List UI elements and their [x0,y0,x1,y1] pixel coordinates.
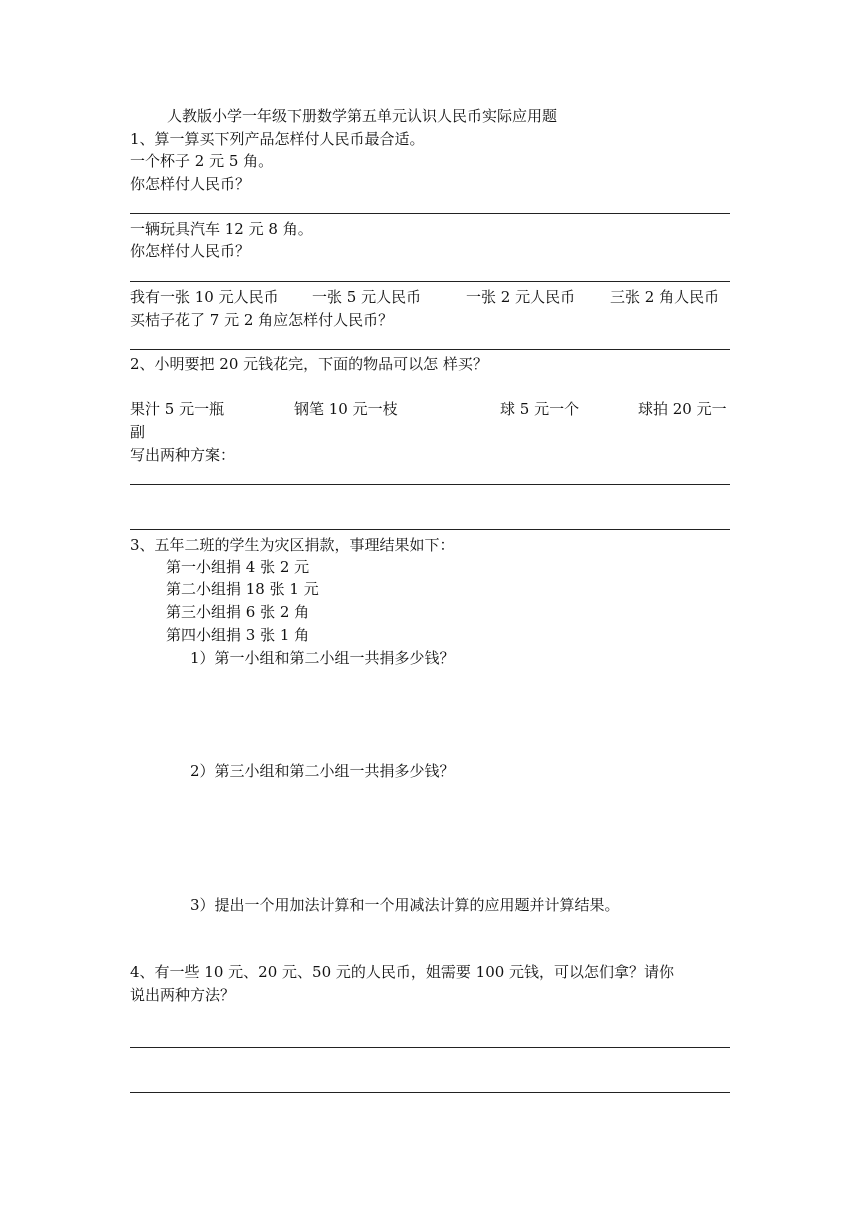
q1-note-10yuan: 我有一张 10 元人民币 [130,288,279,306]
q1-ask-2: 你怎样付人民币？ [130,242,251,260]
answer-line[interactable] [130,213,730,214]
q3-sub-3: 3）提出一个用加法计算和一个用减法计算的应用题并计算结果。 [190,896,620,914]
q3-group-4: 第四小组捐 3 张 1 角 [166,626,310,644]
q1-note-5yuan: 一张 5 元人民币 [312,288,422,306]
q3-group-2: 第二小组捐 18 张 1 元 [166,580,319,598]
q4-line-2: 说出两种方法？ [130,986,236,1004]
q2-item-ball: 球 5 元一个 [500,400,580,418]
answer-line[interactable] [130,1047,730,1048]
q2-item-racket: 球拍 20 元一 [638,400,727,418]
q4-line-1: 4、有一些 10 元、20 元、50 元的人民币，姐需要 100 元钱，可以怎们拿？请你 [130,963,675,981]
q3-group-3: 第三小组捐 6 张 2 角 [166,603,310,621]
q3-group-1: 第一小组捐 4 张 2 元 [166,558,310,576]
answer-line[interactable] [130,349,730,350]
q3-heading: 3、五年二班的学生为灾区捐款，事理结果如下： [130,536,455,554]
q2-plans-prompt: 写出两种方案： [130,446,236,464]
q1-note-2jiao: 三张 2 角人民币 [610,288,720,306]
answer-line[interactable] [130,529,730,530]
q2-heading: 2、小明要把 20 元钱花完，下面的物品可以怎 样买？ [130,355,488,373]
q1-heading: 1、算一算买下列产品怎样付人民币最合适。 [130,130,425,148]
answer-line[interactable] [130,1092,730,1093]
q3-sub-2: 2）第三小组和第二小组一共捐多少钱？ [190,762,455,780]
page-title: 人教版小学一年级下册数学第五单元认识人民币实际应用题 [167,107,558,125]
q1-ask-1: 你怎样付人民币？ [130,175,251,193]
answer-line[interactable] [130,484,730,485]
q1-car-price: 一辆玩具汽车 12 元 8 角。 [130,220,313,238]
q1-orange-question: 买桔子花了 7 元 2 角应怎样付人民币？ [130,311,394,329]
q1-cup-price: 一个杯子 2 元 5 角。 [130,152,274,170]
q3-sub-1: 1）第一小组和第二小组一共捐多少钱？ [190,649,455,667]
q2-item-pen: 钢笔 10 元一枝 [294,400,398,418]
q2-item-juice: 果汁 5 元一瓶 [130,400,225,418]
q1-note-2yuan: 一张 2 元人民币 [466,288,576,306]
q2-item-wrap: 副 [130,423,146,441]
answer-line[interactable] [130,281,730,282]
